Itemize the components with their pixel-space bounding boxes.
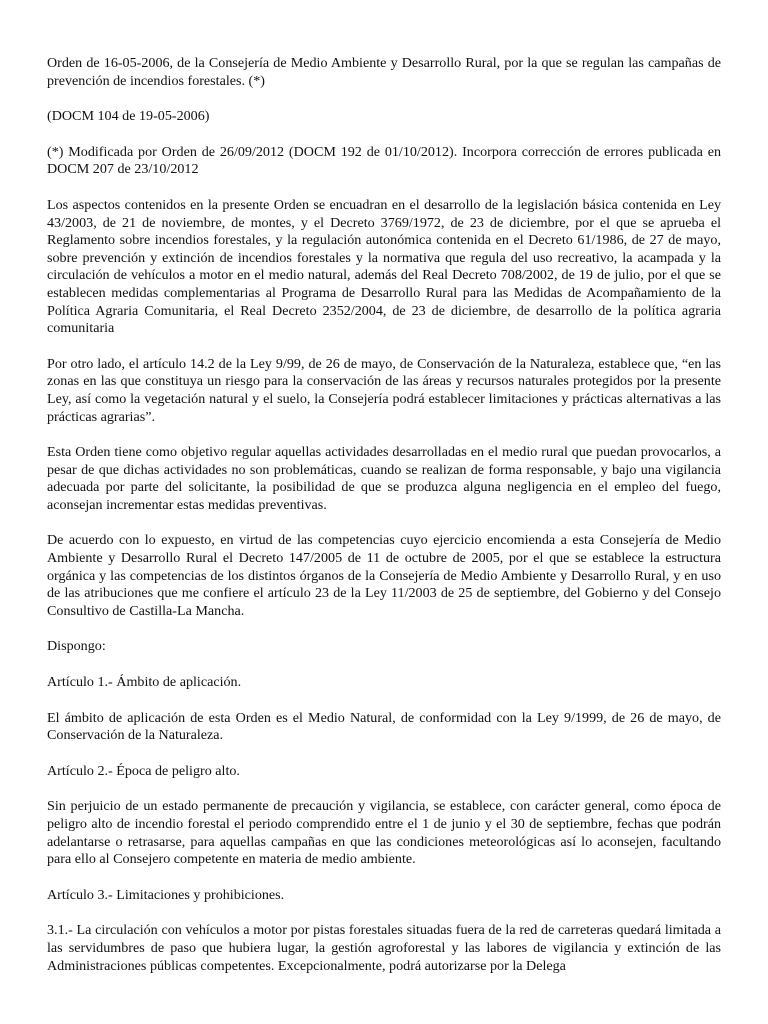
preamble-competences: De acuerdo con lo expuesto, en virtud de las competencias cuyo ejercicio encomienda a esta Consejería de Medio Ambiente y Desarrollo Rural el Decreto 147/2005 de 11 de octubre de 2005, por el que se establece la estructura orgánica y las competencias de los distintos órganos de la Consejería de Medio Ambiente y Desarrollo Rural, y en uso de las atribuciones que me confiere el artículo 23 de la Ley 11/2003 de 25 de septiembre, del Gobierno y del Consejo Consultivo de Castilla-La Mancha.: [47, 532, 721, 619]
article-3-heading: Artículo 3.- Limitaciones y prohibiciones.: [47, 886, 285, 903]
dispongo-heading: Dispongo:: [47, 638, 106, 655]
docm-reference: (DOCM 104 de 19-05-2006): [47, 108, 210, 125]
preamble-article-14: Por otro lado, el artículo 14.2 de la Ley 9/99, de 26 de mayo, de Conservación de la Naturaleza, establece que, “en las zonas en las que constituya un riesgo para la conservación de las áreas y recursos naturales protegidos por la presente Ley, así como la vegetación natural y el suelo, la Consejería podrá establecer limitaciones y prácticas alternativas a las prácticas agrarias”.: [47, 355, 721, 425]
preamble-legal-basis: Los aspectos contenidos en la presente Orden se encuadran en el desarrollo de la legislación básica contenida en Ley 43/2003, de 21 de noviembre, de montes, y el Decreto 3769/1972, de 23 de diciembre, por el que se aprueba el Reglamento sobre incendios forestales, y la regulación autonómica contenida en el Decreto 61/1986, de 27 de mayo, sobre prevención y extinción de incendios forestales y la normativa que regula del uso recreativo, la acampada y la circulación de vehículos a motor en el medio natural, además del Real Decreto 708/2002, de 19 de julio, por el que se establecen medidas complementarias al Programa de Desarrollo Rural para las Medidas de Acompañamiento de la Política Agraria Comunitaria, el Real Decreto 2352/2004, de 23 de diciembre, de desarrollo de la política agraria comunitaria: [47, 196, 721, 337]
article-2-heading: Artículo 2.- Época de peligro alto.: [47, 762, 240, 779]
modification-note: (*) Modificada por Orden de 26/09/2012 (DOCM 192 de 01/10/2012). Incorpora corrección de errores publicada en DOCM 207 de 23/10/2012: [47, 143, 721, 178]
article-1-heading: Artículo 1.- Ámbito de aplicación.: [47, 674, 242, 691]
order-title: Orden de 16-05-2006, de la Consejería de Medio Ambiente y Desarrollo Rural, por la que se regulan las campañas de prevención de incendios forestales. (*): [47, 55, 721, 89]
article-1-body: El ámbito de aplicación de esta Orden es el Medio Natural, de conformidad con la Ley 9/1999, de 26 de mayo, de Conservación de la Naturaleza.: [47, 709, 721, 744]
document-page: [47, 55, 721, 993]
preamble-objective: Esta Orden tiene como objetivo regular aquellas actividades desarrolladas en el medio rural que puedan provocarlos, a pesar de que dichas actividades no son problemáticas, cuando se realizan de forma responsable, y bajo una vigilancia adecuada por parte del solicitante, la posibilidad de que se produzca alguna negligencia en el empleo del fuego, aconsejan incrementar estas medidas preventivas.: [47, 444, 721, 513]
article-3-1-body: 3.1.- La circulación con vehículos a motor por pistas forestales situadas fuera de la red de carreteras quedará limitada a las servidumbres de paso que hubiera lugar, la gestión agroforestal y las labores de vigilancia y extinción de las Administraciones públicas competentes. Excepcionalmente, podrá autorizarse por la Delega: [47, 922, 721, 974]
article-2-body: Sin perjuicio de un estado permanente de precaución y vigilancia, se establece, con carácter general, como época de peligro alto de incendio forestal el periodo comprendido entre el 1 de junio y el 30 de septiembre, fechas que podrán adelantarse o retrasarse, para aquellas campañas en que las condiciones meteorológicas así lo aconsejen, facultando para ello al Consejero competente en materia de medio ambiente.: [47, 798, 721, 868]
